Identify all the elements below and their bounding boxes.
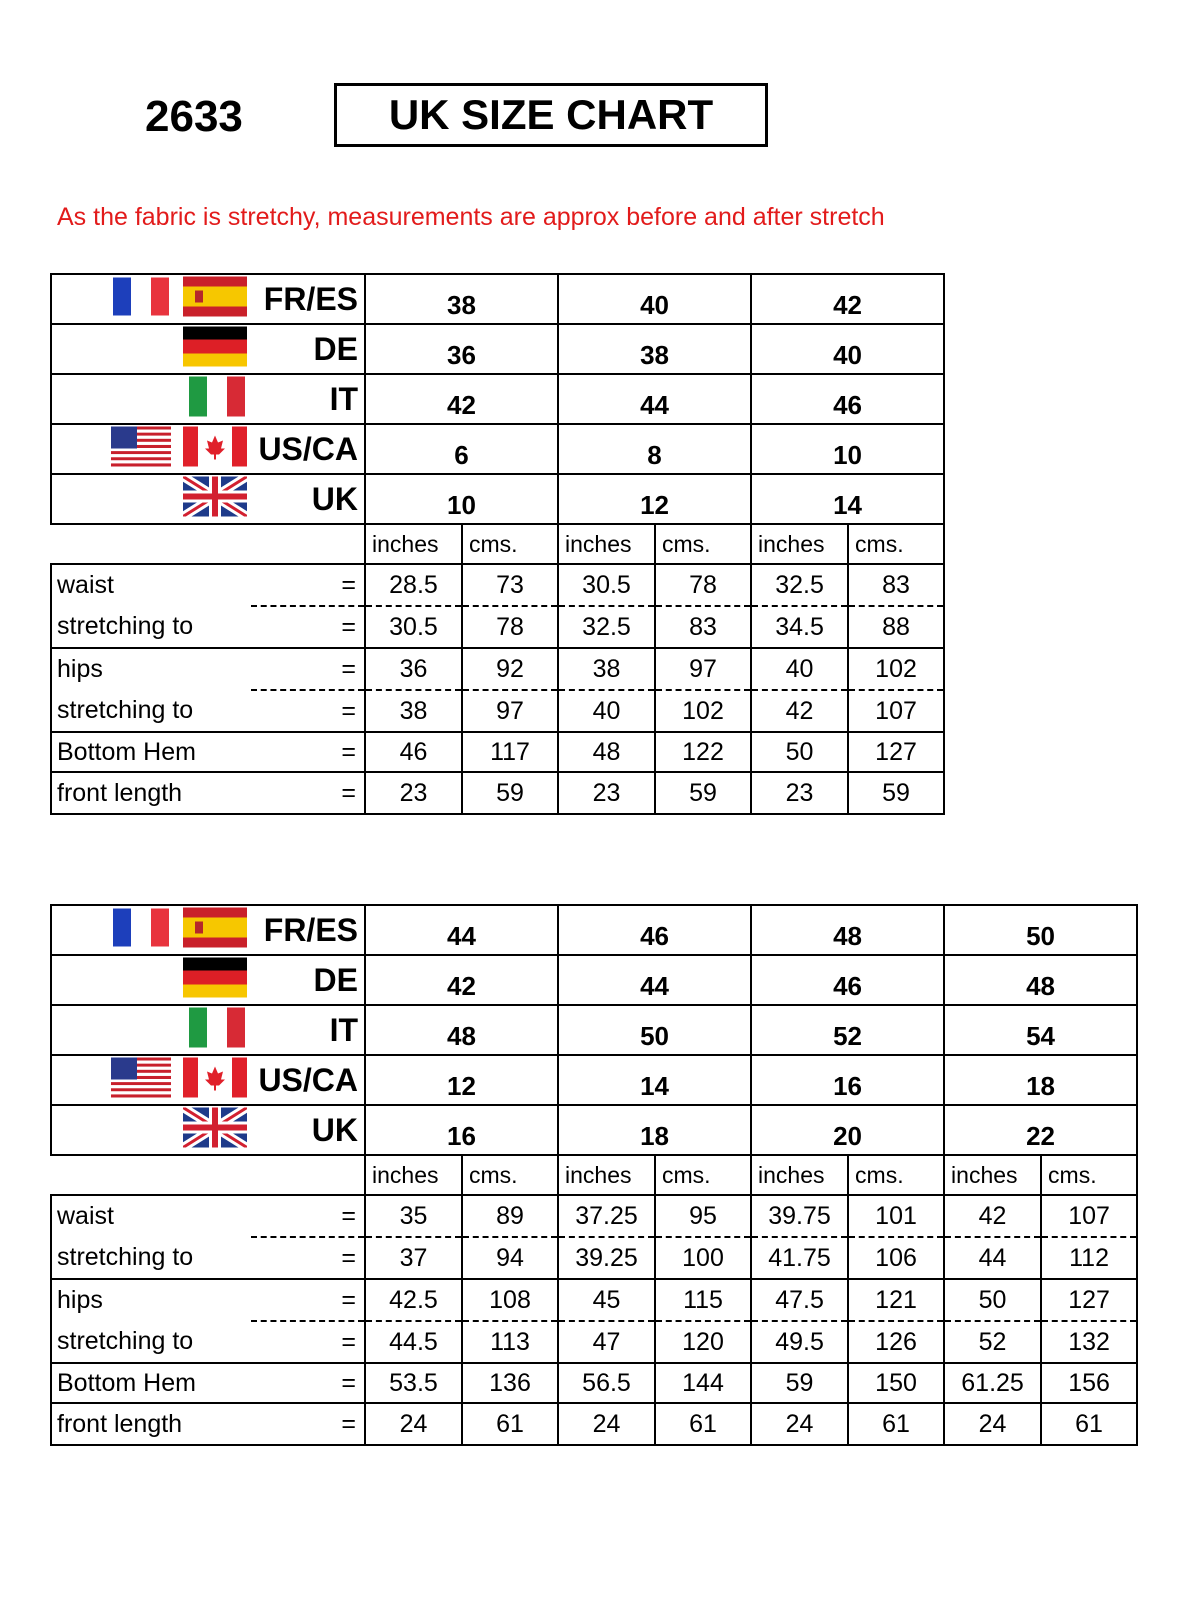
country-code: FR/ES — [251, 905, 365, 955]
size-value: 12 — [558, 474, 751, 524]
measurement-row — [51, 690, 944, 732]
measurement-inches: 32.5 — [751, 564, 848, 606]
size-table — [50, 273, 945, 815]
size-value: 48 — [944, 955, 1137, 1005]
spain-flag-icon — [183, 277, 247, 322]
country-size-row — [51, 274, 944, 324]
measurement-cms: 122 — [655, 732, 751, 772]
measurement-row — [51, 1195, 1137, 1237]
measurement-label: front length — [51, 1403, 251, 1445]
measurement-inches: 40 — [751, 648, 848, 690]
measurement-inches: 56.5 — [558, 1363, 655, 1403]
measurement-inches: 24 — [365, 1403, 462, 1445]
size-value: 50 — [558, 1005, 751, 1055]
measurement-cms: 121 — [848, 1279, 944, 1321]
measurement-cms: 126 — [848, 1321, 944, 1363]
equals-sign: = — [251, 772, 365, 814]
measurement-inches: 44 — [944, 1237, 1041, 1279]
size-value: 16 — [751, 1055, 944, 1105]
size-value: 38 — [365, 274, 558, 324]
size-value: 20 — [751, 1105, 944, 1155]
france-flag-icon — [111, 909, 171, 952]
measurement-cms: 112 — [1041, 1237, 1137, 1279]
measurement-inches: 49.5 — [751, 1321, 848, 1363]
measurement-cms: 150 — [848, 1363, 944, 1403]
measurement-row — [51, 648, 944, 690]
chart-title-text: UK SIZE CHART — [388, 91, 714, 138]
unit-label-inches: inches — [751, 1155, 848, 1195]
germany-flag-icon — [183, 327, 247, 372]
country-code: DE — [251, 324, 365, 374]
measurement-row — [51, 564, 944, 606]
size-value: 38 — [558, 324, 751, 374]
size-value: 44 — [558, 374, 751, 424]
flag-cell — [51, 955, 251, 1005]
country-size-row — [51, 1005, 1137, 1055]
measurement-label: front length — [51, 772, 251, 814]
size-value: 14 — [558, 1055, 751, 1105]
country-size-row — [51, 1055, 1137, 1105]
measurement-inches: 32.5 — [558, 606, 655, 648]
measurement-cms: 78 — [462, 606, 558, 648]
measurement-inches: 44.5 — [365, 1321, 462, 1363]
country-code: DE — [251, 955, 365, 1005]
measurement-cms: 97 — [462, 690, 558, 732]
units-row — [51, 1155, 1137, 1195]
country-code: UK — [251, 1105, 365, 1155]
size-value: 42 — [751, 274, 944, 324]
measurement-inches: 23 — [751, 772, 848, 814]
measurement-inches: 23 — [558, 772, 655, 814]
equals-sign: = — [251, 1321, 365, 1363]
equals-sign: = — [251, 564, 365, 606]
measurement-row — [51, 1363, 1137, 1403]
measurement-inches: 46 — [365, 732, 462, 772]
measurement-cms: 132 — [1041, 1321, 1137, 1363]
measurement-cms: 89 — [462, 1195, 558, 1237]
measurement-inches: 47.5 — [751, 1279, 848, 1321]
unit-label-cms: cms. — [655, 1155, 751, 1195]
equals-sign: = — [251, 1279, 365, 1321]
measurement-label: Bottom Hem — [51, 732, 251, 772]
measurement-cms: 136 — [462, 1363, 558, 1403]
size-value: 44 — [558, 955, 751, 1005]
size-value: 42 — [365, 955, 558, 1005]
size-table — [50, 904, 1138, 1446]
measurement-label: waist — [51, 1195, 251, 1237]
measurement-inches: 48 — [558, 732, 655, 772]
measurement-cms: 144 — [655, 1363, 751, 1403]
measurement-inches: 37 — [365, 1237, 462, 1279]
measurement-inches: 38 — [558, 648, 655, 690]
size-value: 48 — [751, 905, 944, 955]
measurement-label: stretching to — [51, 1321, 251, 1363]
unit-label-inches: inches — [944, 1155, 1041, 1195]
size-value: 46 — [751, 374, 944, 424]
size-value: 12 — [365, 1055, 558, 1105]
unit-label-cms: cms. — [462, 524, 558, 564]
measurement-inches: 36 — [365, 648, 462, 690]
measurement-cms: 108 — [462, 1279, 558, 1321]
measurement-inches: 24 — [751, 1403, 848, 1445]
size-value: 8 — [558, 424, 751, 474]
size-value: 36 — [365, 324, 558, 374]
measurement-cms: 78 — [655, 564, 751, 606]
measurement-cms: 61 — [848, 1403, 944, 1445]
equals-sign: = — [251, 648, 365, 690]
measurement-inches: 38 — [365, 690, 462, 732]
measurement-inches: 30.5 — [558, 564, 655, 606]
measurement-label: stretching to — [51, 690, 251, 732]
unit-label-inches: inches — [751, 524, 848, 564]
usa-flag-icon — [111, 1058, 171, 1103]
size-value: 16 — [365, 1105, 558, 1155]
country-code: US/CA — [251, 1055, 365, 1105]
measurement-inches: 53.5 — [365, 1363, 462, 1403]
measurement-cms: 127 — [1041, 1279, 1137, 1321]
measurement-label: waist — [51, 564, 251, 606]
country-code: UK — [251, 474, 365, 524]
size-value: 14 — [751, 474, 944, 524]
measurement-cms: 127 — [848, 732, 944, 772]
canada-flag-icon — [183, 427, 247, 472]
equals-sign: = — [251, 606, 365, 648]
measurement-cms: 107 — [848, 690, 944, 732]
unit-label-cms: cms. — [655, 524, 751, 564]
size-value: 44 — [365, 905, 558, 955]
measurement-row — [51, 1321, 1137, 1363]
measurement-cms: 94 — [462, 1237, 558, 1279]
equals-sign: = — [251, 690, 365, 732]
country-code: IT — [251, 374, 365, 424]
size-value: 48 — [365, 1005, 558, 1055]
measurement-label: Bottom Hem — [51, 1363, 251, 1403]
size-value: 52 — [751, 1005, 944, 1055]
measurement-inches: 50 — [751, 732, 848, 772]
uk-flag-icon — [183, 1108, 247, 1153]
country-code: US/CA — [251, 424, 365, 474]
measurement-row — [51, 772, 944, 814]
equals-sign: = — [251, 1195, 365, 1237]
france-flag-icon — [111, 278, 171, 321]
measurement-inches: 30.5 — [365, 606, 462, 648]
measurement-inches: 24 — [558, 1403, 655, 1445]
size-value: 54 — [944, 1005, 1137, 1055]
stretch-note: As the fabric is stretchy, measurements are approx before and after stretch — [57, 203, 885, 231]
flag-cell — [51, 324, 251, 374]
size-value: 18 — [558, 1105, 751, 1155]
measurement-row — [51, 1403, 1137, 1445]
measurement-inches: 24 — [944, 1403, 1041, 1445]
measurement-cms: 61 — [655, 1403, 751, 1445]
measurement-row — [51, 732, 944, 772]
flag-cell — [51, 1005, 251, 1055]
measurement-inches: 39.25 — [558, 1237, 655, 1279]
equals-sign: = — [251, 1403, 365, 1445]
measurement-row — [51, 606, 944, 648]
measurement-label: hips — [51, 1279, 251, 1321]
measurement-cms: 100 — [655, 1237, 751, 1279]
measurement-cms: 115 — [655, 1279, 751, 1321]
measurement-cms: 88 — [848, 606, 944, 648]
unit-label-cms: cms. — [848, 524, 944, 564]
unit-label-inches: inches — [558, 524, 655, 564]
measurement-inches: 35 — [365, 1195, 462, 1237]
measurement-cms: 59 — [655, 772, 751, 814]
unit-label-inches: inches — [558, 1155, 655, 1195]
country-size-row — [51, 1105, 1137, 1155]
measurement-label: stretching to — [51, 606, 251, 648]
measurement-cms: 59 — [462, 772, 558, 814]
canada-flag-icon — [183, 1058, 247, 1103]
size-value: 40 — [751, 324, 944, 374]
size-value: 22 — [944, 1105, 1137, 1155]
measurement-cms: 101 — [848, 1195, 944, 1237]
measurement-inches: 23 — [365, 772, 462, 814]
measurement-cms: 95 — [655, 1195, 751, 1237]
flag-cell — [51, 1105, 251, 1155]
size-value: 42 — [365, 374, 558, 424]
uk-flag-icon — [183, 477, 247, 522]
measurement-cms: 117 — [462, 732, 558, 772]
measurement-inches: 37.25 — [558, 1195, 655, 1237]
measurement-inches: 34.5 — [751, 606, 848, 648]
measurement-cms: 83 — [655, 606, 751, 648]
flag-cell — [51, 374, 251, 424]
country-size-row — [51, 424, 944, 474]
spain-flag-icon — [183, 908, 247, 953]
measurement-inches: 41.75 — [751, 1237, 848, 1279]
measurement-inches: 61.25 — [944, 1363, 1041, 1403]
measurement-inches: 28.5 — [365, 564, 462, 606]
unit-label-cms: cms. — [848, 1155, 944, 1195]
italy-flag-icon — [187, 377, 247, 422]
unit-label-cms: cms. — [1041, 1155, 1137, 1195]
measurement-label: hips — [51, 648, 251, 690]
usa-flag-icon — [111, 427, 171, 472]
measurement-inches: 50 — [944, 1279, 1041, 1321]
measurement-cms: 107 — [1041, 1195, 1137, 1237]
measurement-label: stretching to — [51, 1237, 251, 1279]
units-row — [51, 524, 944, 564]
country-code: FR/ES — [251, 274, 365, 324]
measurement-cms: 102 — [848, 648, 944, 690]
country-size-row — [51, 374, 944, 424]
measurement-row — [51, 1279, 1137, 1321]
measurement-inches: 45 — [558, 1279, 655, 1321]
measurement-cms: 156 — [1041, 1363, 1137, 1403]
measurement-inches: 42 — [944, 1195, 1041, 1237]
measurement-cms: 83 — [848, 564, 944, 606]
measurement-inches: 52 — [944, 1321, 1041, 1363]
country-size-row — [51, 905, 1137, 955]
measurement-inches: 59 — [751, 1363, 848, 1403]
flag-cell — [51, 1055, 251, 1105]
size-value: 50 — [944, 905, 1137, 955]
size-value: 40 — [558, 274, 751, 324]
size-value: 46 — [751, 955, 944, 1005]
measurement-inches: 47 — [558, 1321, 655, 1363]
measurement-cms: 92 — [462, 648, 558, 690]
size-value: 10 — [751, 424, 944, 474]
measurement-cms: 106 — [848, 1237, 944, 1279]
size-value: 18 — [944, 1055, 1137, 1105]
measurement-cms: 97 — [655, 648, 751, 690]
flag-cell — [51, 474, 251, 524]
flag-cell — [51, 905, 251, 955]
measurement-cms: 120 — [655, 1321, 751, 1363]
country-size-row — [51, 474, 944, 524]
size-value: 6 — [365, 424, 558, 474]
equals-sign: = — [251, 1363, 365, 1403]
chart-title — [334, 83, 768, 147]
unit-label-inches: inches — [365, 524, 462, 564]
flag-cell — [51, 274, 251, 324]
equals-sign: = — [251, 1237, 365, 1279]
measurement-cms: 113 — [462, 1321, 558, 1363]
measurement-row — [51, 1237, 1137, 1279]
measurement-inches: 42.5 — [365, 1279, 462, 1321]
country-size-row — [51, 324, 944, 374]
country-code: IT — [251, 1005, 365, 1055]
size-value: 46 — [558, 905, 751, 955]
size-value: 10 — [365, 474, 558, 524]
measurement-inches: 42 — [751, 690, 848, 732]
measurement-cms: 61 — [1041, 1403, 1137, 1445]
measurement-inches: 40 — [558, 690, 655, 732]
measurement-cms: 59 — [848, 772, 944, 814]
unit-label-inches: inches — [365, 1155, 462, 1195]
country-size-row — [51, 955, 1137, 1005]
measurement-cms: 102 — [655, 690, 751, 732]
flag-cell — [51, 424, 251, 474]
germany-flag-icon — [183, 958, 247, 1003]
product-code: 2633 — [145, 92, 243, 141]
italy-flag-icon — [187, 1008, 247, 1053]
unit-label-cms: cms. — [462, 1155, 558, 1195]
equals-sign: = — [251, 732, 365, 772]
measurement-cms: 73 — [462, 564, 558, 606]
measurement-cms: 61 — [462, 1403, 558, 1445]
measurement-inches: 39.75 — [751, 1195, 848, 1237]
